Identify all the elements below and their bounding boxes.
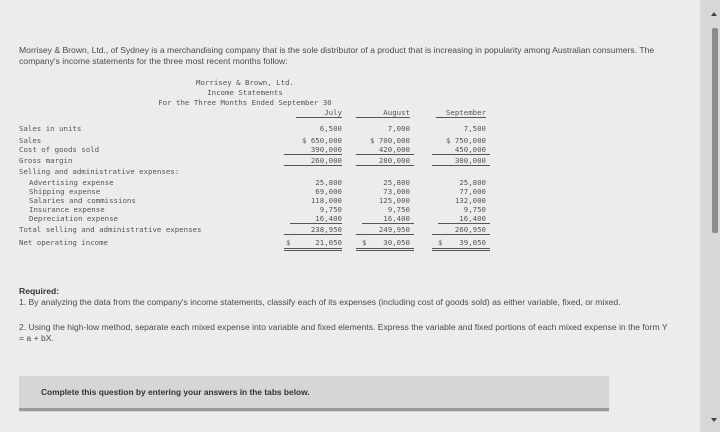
row-label: Sales in units (19, 124, 82, 133)
cell: 16,400 (459, 214, 486, 223)
cell: 125,000 (378, 196, 410, 205)
subtotal-line (432, 154, 490, 155)
row-label: Shipping expense (29, 187, 101, 196)
header-underline (296, 117, 342, 118)
scroll-up-arrow-icon[interactable] (711, 12, 717, 16)
statement-period: For the Three Months Ended September 30 (158, 98, 332, 107)
cell: 249,950 (378, 225, 410, 234)
cell: 39,050 (459, 238, 486, 247)
cell: 25,800 (459, 178, 486, 187)
month-header-september: September (445, 108, 486, 117)
cell: $ 700,000 (369, 136, 410, 145)
subtotal-line (290, 223, 342, 224)
row-label: Advertising expense (29, 178, 114, 187)
total-double-line (432, 248, 490, 249)
cell: 73,000 (383, 187, 410, 196)
month-header-july: July (324, 108, 342, 117)
prompt-banner-border (19, 408, 609, 411)
statement-title: Income Statements (207, 88, 283, 97)
subtotal-line (284, 234, 342, 235)
cell: 9,750 (319, 205, 342, 214)
cell: 9,750 (463, 205, 486, 214)
required-item-1: 1. By analyzing the data from the company's income statements, classify each of its expenses (including cost of goods sold) as either variable, fixed, or mixed. (19, 297, 621, 307)
subtotal-line (356, 234, 414, 235)
currency-symbol: $ (438, 238, 443, 247)
row-label: Salaries and commissions (29, 196, 136, 205)
row-label: Net operating income (19, 238, 108, 247)
required-item-2: 2. Using the high-low method, separate each mixed expense into variable and fixed elements. Express the variable and fixed portions of each mixed expense in the form Y = a + bX. (19, 322, 668, 343)
total-double-line (284, 248, 342, 249)
subtotal-line (432, 165, 490, 166)
cell: 420,000 (378, 145, 410, 154)
required-heading: Required: (19, 286, 60, 296)
cell: 30,050 (383, 238, 410, 247)
month-header-august: August (383, 108, 410, 117)
subtotal-line (432, 234, 490, 235)
row-label: Gross margin (19, 156, 73, 165)
answer-prompt-banner (19, 376, 609, 412)
cell: 132,000 (454, 196, 486, 205)
cell: 16,400 (315, 214, 342, 223)
currency-symbol: $ (362, 238, 367, 247)
header-underline (436, 117, 486, 118)
cell: 280,000 (378, 156, 410, 165)
row-label: Depreciation expense (29, 214, 118, 223)
currency-symbol: $ (286, 238, 291, 247)
subtotal-line (356, 165, 414, 166)
cell: $ 750,000 (445, 136, 486, 145)
subtotal-line (362, 223, 414, 224)
subtotal-line (438, 223, 490, 224)
cell: 260,950 (454, 225, 486, 234)
cell: 260,000 (310, 156, 342, 165)
cell: 9,750 (387, 205, 410, 214)
cell: 238,950 (310, 225, 342, 234)
row-label: Total selling and administrative expenses (19, 225, 202, 234)
cell: 77,000 (459, 187, 486, 196)
scroll-down-arrow-icon[interactable] (711, 418, 717, 422)
cell: 25,800 (383, 178, 410, 187)
row-label: Sales (19, 136, 42, 145)
subtotal-line (356, 154, 414, 155)
cell: 16,400 (383, 214, 410, 223)
total-double-line (356, 250, 414, 251)
row-label: Selling and administrative expenses: (19, 167, 180, 176)
total-double-line (432, 250, 490, 251)
cell: 300,000 (454, 156, 486, 165)
subtotal-line (284, 154, 342, 155)
cell: 21,050 (315, 238, 342, 247)
subtotal-line (284, 165, 342, 166)
company-name: Morrisey & Brown, Ltd. (196, 78, 294, 87)
row-label: Cost of goods sold (19, 145, 100, 154)
cell: 69,000 (315, 187, 342, 196)
cell: 7,000 (387, 124, 410, 133)
header-underline (356, 117, 410, 118)
cell: $ 650,000 (301, 136, 342, 145)
cell: 390,000 (310, 145, 342, 154)
scrollbar-thumb[interactable] (712, 28, 718, 233)
cell: 25,800 (315, 178, 342, 187)
cell: 118,000 (310, 196, 342, 205)
total-double-line (356, 248, 414, 249)
answer-prompt-text: Complete this question by entering your answers in the tabs below. (41, 387, 310, 397)
cell: 6,500 (319, 124, 342, 133)
total-double-line (284, 250, 342, 251)
cell: 450,000 (454, 145, 486, 154)
problem-intro: Morrisey & Brown, Ltd., of Sydney is a merchandising company that is the sole distributor of a product that is increasing in popularity among Australian consumers. The company's income statements for the three most recent months follow: (19, 45, 655, 66)
cell: 7,500 (463, 124, 486, 133)
row-label: Insurance expense (29, 205, 105, 214)
